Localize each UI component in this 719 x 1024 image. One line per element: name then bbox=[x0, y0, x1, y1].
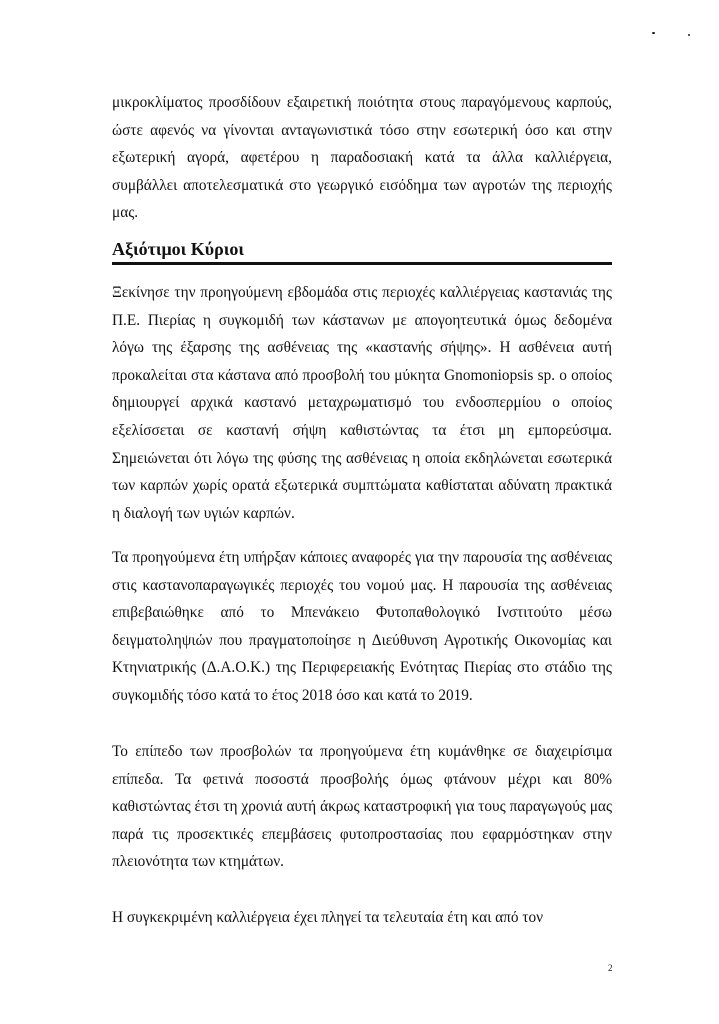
salutation-heading: Αξιότιμοι Κύριοι bbox=[112, 239, 244, 259]
paragraph-intro-continuation: μικροκλίματος προσδίδουν εξαιρετική ποιότητα στους παραγόμενους καρπούς, ώστε αφενός να γίνονται ανταγωνιστικά τόσο στην εσωτερική όσο και στην εξωτερική αγορά, αφετέρου η παραδοσιακή κατά τα άλλα καλλιέργεια, συμβάλλει αποτελεσματικά στο γεωργικό εισόδημα των αγροτών της περιοχής μας. bbox=[112, 94, 612, 222]
paragraph-harvest-disease: Ξεκίνησε την προηγούμενη εβδομάδα στις περιοχές καλλιέργειας καστανιάς της Π.Ε. Πιερίας η συγκομιδή των κάστανων με απογοητευτικά όμως δεδομένα λόγω της έξαρσης της ασθένειας της «καστανής σήψης». Η ασθένεια αυτή προκαλείται στα κάστανα από προσβολή του μύκητα Gnomoniopsis sp. ο οποίος δημιουργεί αρχικά καστανό μεταχρωματισμό του ενδοσπερμίου ο οποίος εξελίσσεται σε καστανή σήψη καθιστώντας τα έτσι μη εμπορεύσιμα. Σημειώνεται ότι λόγω της φύσης της ασθένειας η οποία εκδηλώνεται εσωτερικά των καρπών χωρίς ορατά εξωτερικά συμπτώματα καθίσταται αδύνατη πρακτικά η διαλογή των υγιών καρπών. bbox=[112, 284, 612, 522]
scan-specks bbox=[650, 28, 700, 38]
paragraph-previous-years: Τα προηγούμενα έτη υπήρξαν κάποιες αναφορές για την παρουσία της ασθένειας στις καστανοπαραγωγικές περιοχές του νομού μας. Η παρουσία της ασθένειας επιβεβαιώθηκε από το Μπενάκειο Φυτοπαθολογικό Ινστιτούτο μέσω δειγματοληψιών που πραγματοποίησε η Διεύθυνση Αγροτικής Οικονομίας και Κτηνιατρικής (Δ.Α.Ο.Κ.) της Περιφερειακής Ενότητας Πιερίας στο στάδιο της συγκομιδής τόσο κατά το έτος 2018 όσο και κατά το 2019. bbox=[112, 549, 612, 704]
heading-underline bbox=[112, 262, 612, 265]
paragraph-continued: Η συγκεκριμένη καλλιέργεια έχει πληγεί τα τελευταία έτη και από τον bbox=[112, 909, 544, 926]
scan-speck bbox=[652, 32, 655, 34]
section-heading bbox=[112, 237, 612, 265]
scan-speck bbox=[688, 34, 690, 36]
page-number: 2 bbox=[608, 963, 613, 973]
paragraph-infection-levels: Το επίπεδο των προσβολών τα προηγούμενα έτη κυμάνθηκε σε διαχειρίσιμα επίπεδα. Τα φετινά ποσοστά προσβολής όμως φτάνουν μέχρι και 80% καθιστώντας έτσι τη χρονιά αυτή άκρως καταστροφική για τους παραγωγούς μας παρά τις προσεκτικές επεμβάσεις φυτοπροστασίας που εφαρμόστηκαν στην πλειονότητα των κτημάτων. bbox=[112, 743, 612, 871]
